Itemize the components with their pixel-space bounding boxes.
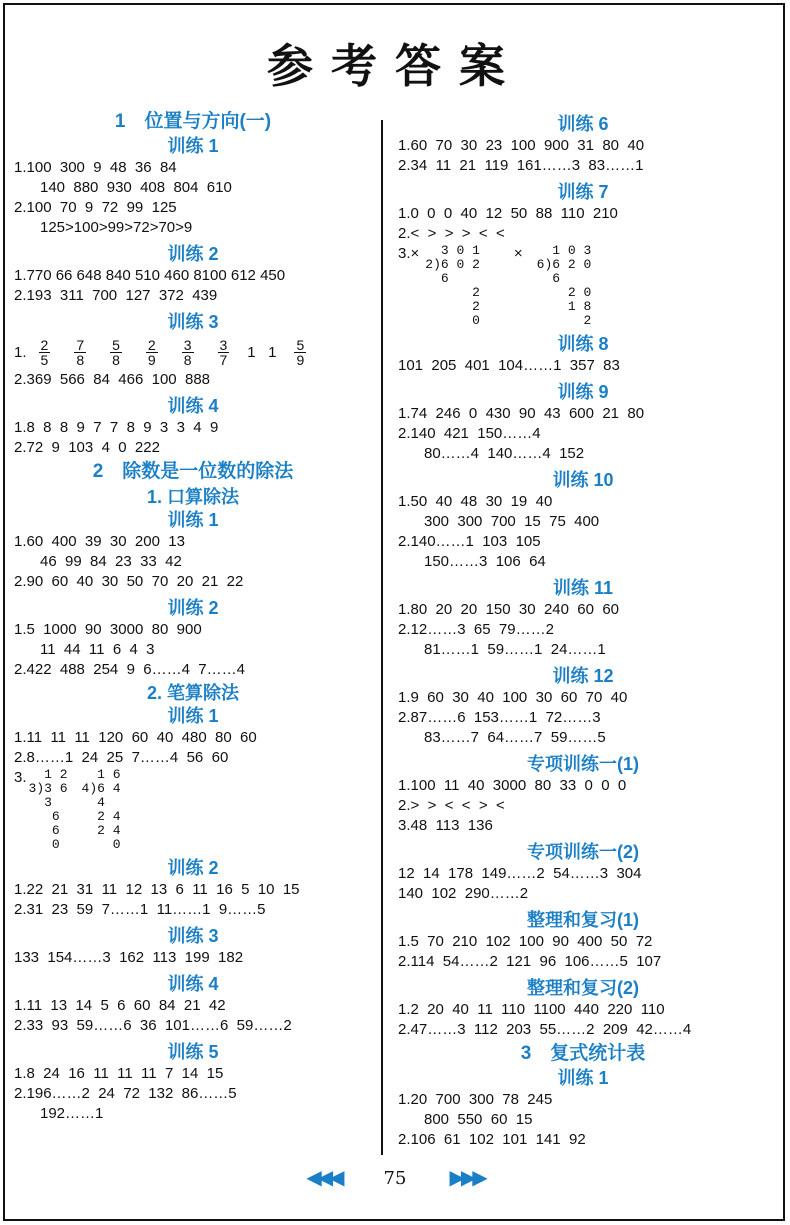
answer-line: 1.22 21 31 11 12 13 6 11 16 5 10 15 bbox=[14, 881, 300, 898]
answer-line: 1.74 246 0 430 90 43 600 21 80 bbox=[398, 405, 645, 422]
answer-line: 1.2 20 40 11 110 1100 440 220 110 bbox=[398, 1001, 665, 1018]
answer-line: 2.90 60 40 30 50 70 20 21 22 bbox=[14, 573, 244, 590]
exercise-heading: 训练 9 bbox=[557, 382, 609, 402]
exercise-heading: 整理和复习(2) bbox=[527, 978, 639, 998]
answer-line: 2.< > > > < < bbox=[398, 225, 505, 242]
wrong-mark: × bbox=[513, 245, 523, 262]
answer-prefix: 1. bbox=[14, 343, 27, 361]
answer-line: 2.34 11 21 119 161……3 83……1 bbox=[398, 157, 644, 174]
exercise-heading: 整理和复习(1) bbox=[527, 910, 639, 930]
fraction: $\frac{3}{8}$ bbox=[183, 336, 192, 368]
page-title: 参考答案 bbox=[267, 39, 523, 93]
long-division: 1 2 3)3 6 3 6 6 0 bbox=[28, 767, 68, 852]
answer-line: 2.31 23 59 7……1 11……1 9……5 bbox=[14, 901, 266, 918]
answer-line: 83……7 64……7 59……5 bbox=[424, 729, 606, 746]
exercise-heading: 训练 8 bbox=[557, 334, 609, 354]
answer-line: 1.5 70 210 102 100 90 400 50 72 bbox=[398, 933, 653, 950]
answer-line: 2.106 61 102 101 141 92 bbox=[398, 1131, 586, 1148]
answer-line: 300 300 700 15 75 400 bbox=[424, 513, 600, 530]
exercise-heading: 训练 11 bbox=[552, 578, 614, 598]
answer-line: 1.60 400 39 30 200 13 bbox=[14, 533, 185, 550]
subsection-title: 1. 口算除法 bbox=[146, 487, 239, 507]
exercise-heading: 训练 4 bbox=[167, 396, 219, 416]
left-column bbox=[14, 108, 372, 1124]
exercise-heading: 训练 4 bbox=[167, 974, 219, 994]
answer-line: 2.114 54……2 121 96 106……5 107 bbox=[398, 953, 662, 970]
answer-line: 2.72 9 103 4 0 222 bbox=[14, 439, 160, 456]
answer-line: 2.140……1 103 105 bbox=[398, 533, 541, 550]
answer-line: 1.9 60 30 40 100 30 60 70 40 bbox=[398, 689, 628, 706]
answer-line: 1.8 8 8 9 7 7 8 9 3 3 4 9 bbox=[14, 419, 219, 436]
answer-line: 101 205 401 104……1 357 83 bbox=[398, 357, 620, 374]
exercise-heading: 训练 2 bbox=[167, 244, 219, 264]
answer-line: 1.20 700 300 78 245 bbox=[398, 1091, 553, 1108]
page-navigation bbox=[0, 1165, 790, 1190]
fraction-answer-row bbox=[14, 334, 372, 370]
long-division-row bbox=[398, 244, 768, 328]
exercise-heading: 训练 6 bbox=[557, 114, 609, 134]
exercise-heading: 训练 3 bbox=[167, 926, 219, 946]
answer-line: 3.48 113 136 bbox=[398, 817, 493, 834]
answer-line: 46 99 84 23 33 42 bbox=[40, 553, 182, 570]
answer-line: 2.140 421 150……4 bbox=[398, 425, 541, 442]
exercise-heading: 训练 12 bbox=[552, 666, 614, 686]
column-divider bbox=[381, 120, 383, 1155]
answer-prefix: 3.× bbox=[398, 245, 420, 262]
answer-line: 11 44 11 6 4 3 bbox=[40, 641, 155, 658]
answer-line: 1.0 0 0 40 12 50 88 110 210 bbox=[398, 205, 618, 222]
answer-line: 2.100 70 9 72 99 125 bbox=[14, 199, 177, 216]
next-page-icon[interactable]: ▶▶▶ bbox=[449, 1167, 484, 1189]
previous-page-icon[interactable]: ◀◀◀ bbox=[306, 1167, 341, 1189]
exercise-heading: 训练 3 bbox=[167, 312, 219, 332]
answer-prefix: 3. bbox=[14, 769, 27, 786]
answer-line: 1.11 11 11 120 60 40 480 80 60 bbox=[14, 729, 257, 746]
exercise-heading: 训练 5 bbox=[167, 1042, 219, 1062]
fraction: $\frac{7}{8}$ bbox=[76, 336, 85, 368]
exercise-heading: 训练 2 bbox=[167, 598, 219, 618]
answer-line: 2.193 311 700 127 372 439 bbox=[14, 287, 218, 304]
page-number: 75 bbox=[383, 1168, 407, 1189]
subsection-title: 2. 笔算除法 bbox=[146, 683, 239, 703]
long-division: 3 0 1 2)6 0 2 6 2 2 0 bbox=[425, 243, 480, 328]
answer-line: 2.369 566 84 466 100 888 bbox=[14, 371, 211, 388]
exercise-heading: 训练 1 bbox=[557, 1068, 609, 1088]
answer-line: 2.196……2 24 72 132 86……5 bbox=[14, 1085, 237, 1102]
answer-line: 1.80 20 20 150 30 240 60 60 bbox=[398, 601, 620, 618]
answer-line: 80……4 140……4 152 bbox=[424, 445, 585, 462]
answer-line: 800 550 60 15 bbox=[424, 1111, 533, 1128]
section-3-title: 3 复式统计表 bbox=[520, 1043, 646, 1064]
answer-line: 133 154……3 162 113 199 182 bbox=[14, 949, 244, 966]
exercise-heading: 训练 2 bbox=[167, 858, 219, 878]
section-1-title: 1 位置与方向(一) bbox=[114, 111, 272, 132]
exercise-heading: 训练 1 bbox=[167, 706, 219, 726]
fraction: $\frac{5}{9}$ bbox=[296, 336, 305, 368]
fraction: $\frac{2}{9}$ bbox=[147, 336, 156, 368]
answer-line: 2.12……3 65 79……2 bbox=[398, 621, 554, 638]
answer-line: 125>100>99>72>70>9 bbox=[40, 219, 193, 236]
answer-line: 1.8 24 16 11 11 11 7 14 15 bbox=[14, 1065, 224, 1082]
fraction: $\frac{3}{7}$ bbox=[219, 336, 228, 368]
answer-line: 1.100 300 9 48 36 84 bbox=[14, 159, 177, 176]
exercise-heading: 训练 1 bbox=[167, 136, 219, 156]
exercise-heading: 训练 1 bbox=[167, 510, 219, 530]
answer-line: 1.770 66 648 840 510 460 8100 612 450 bbox=[14, 267, 286, 284]
fraction: $\frac{2}{5}$ bbox=[40, 336, 49, 368]
exercise-heading: 训练 7 bbox=[557, 182, 609, 202]
long-division: 1 6 4)6 4 4 2 4 2 4 0 bbox=[81, 767, 121, 852]
answer-line: 2.422 488 254 9 6……4 7……4 bbox=[14, 661, 245, 678]
answer-line: 1.60 70 30 23 100 900 31 80 40 bbox=[398, 137, 645, 154]
long-division: 1 0 3 6)6 2 0 6 2 0 1 8 2 bbox=[536, 243, 592, 328]
answer-line: 140 102 290……2 bbox=[398, 885, 529, 902]
answer-line: 2.> > < < > < bbox=[398, 797, 505, 814]
answer-line: 2.33 93 59……6 36 101……6 59……2 bbox=[14, 1017, 292, 1034]
answer-line: 81……1 59……1 24……1 bbox=[424, 641, 606, 658]
answer-line: 1.5 1000 90 3000 80 900 bbox=[14, 621, 202, 638]
long-division-row bbox=[14, 768, 372, 852]
section-2-title: 2 除数是一位数的除法 bbox=[92, 461, 294, 482]
answer-line: 150……3 106 64 bbox=[424, 553, 546, 570]
whole-number-answers: 1 1 bbox=[247, 343, 277, 361]
answer-line: 1.50 40 48 30 19 40 bbox=[398, 493, 553, 510]
answer-line: 1.100 11 40 3000 80 33 0 0 0 bbox=[398, 777, 627, 794]
answer-line: 2.87……6 153……1 72……3 bbox=[398, 709, 601, 726]
answer-line: 1.11 13 14 5 6 60 84 21 42 bbox=[14, 997, 226, 1014]
answer-line: 140 880 930 408 804 610 bbox=[40, 179, 232, 196]
fraction: $\frac{5}{8}$ bbox=[112, 336, 120, 368]
exercise-heading: 训练 10 bbox=[552, 470, 614, 490]
answer-line: 2.8……1 24 25 7……4 56 60 bbox=[14, 749, 229, 766]
answer-line: 192……1 bbox=[40, 1105, 104, 1122]
exercise-heading: 专项训练一(2) bbox=[527, 842, 639, 862]
right-column bbox=[398, 108, 768, 1150]
answer-line: 2.47……3 112 203 55……2 209 42……4 bbox=[398, 1021, 692, 1038]
answer-line: 12 14 178 149……2 54……3 304 bbox=[398, 865, 642, 882]
exercise-heading: 专项训练一(1) bbox=[527, 754, 639, 774]
